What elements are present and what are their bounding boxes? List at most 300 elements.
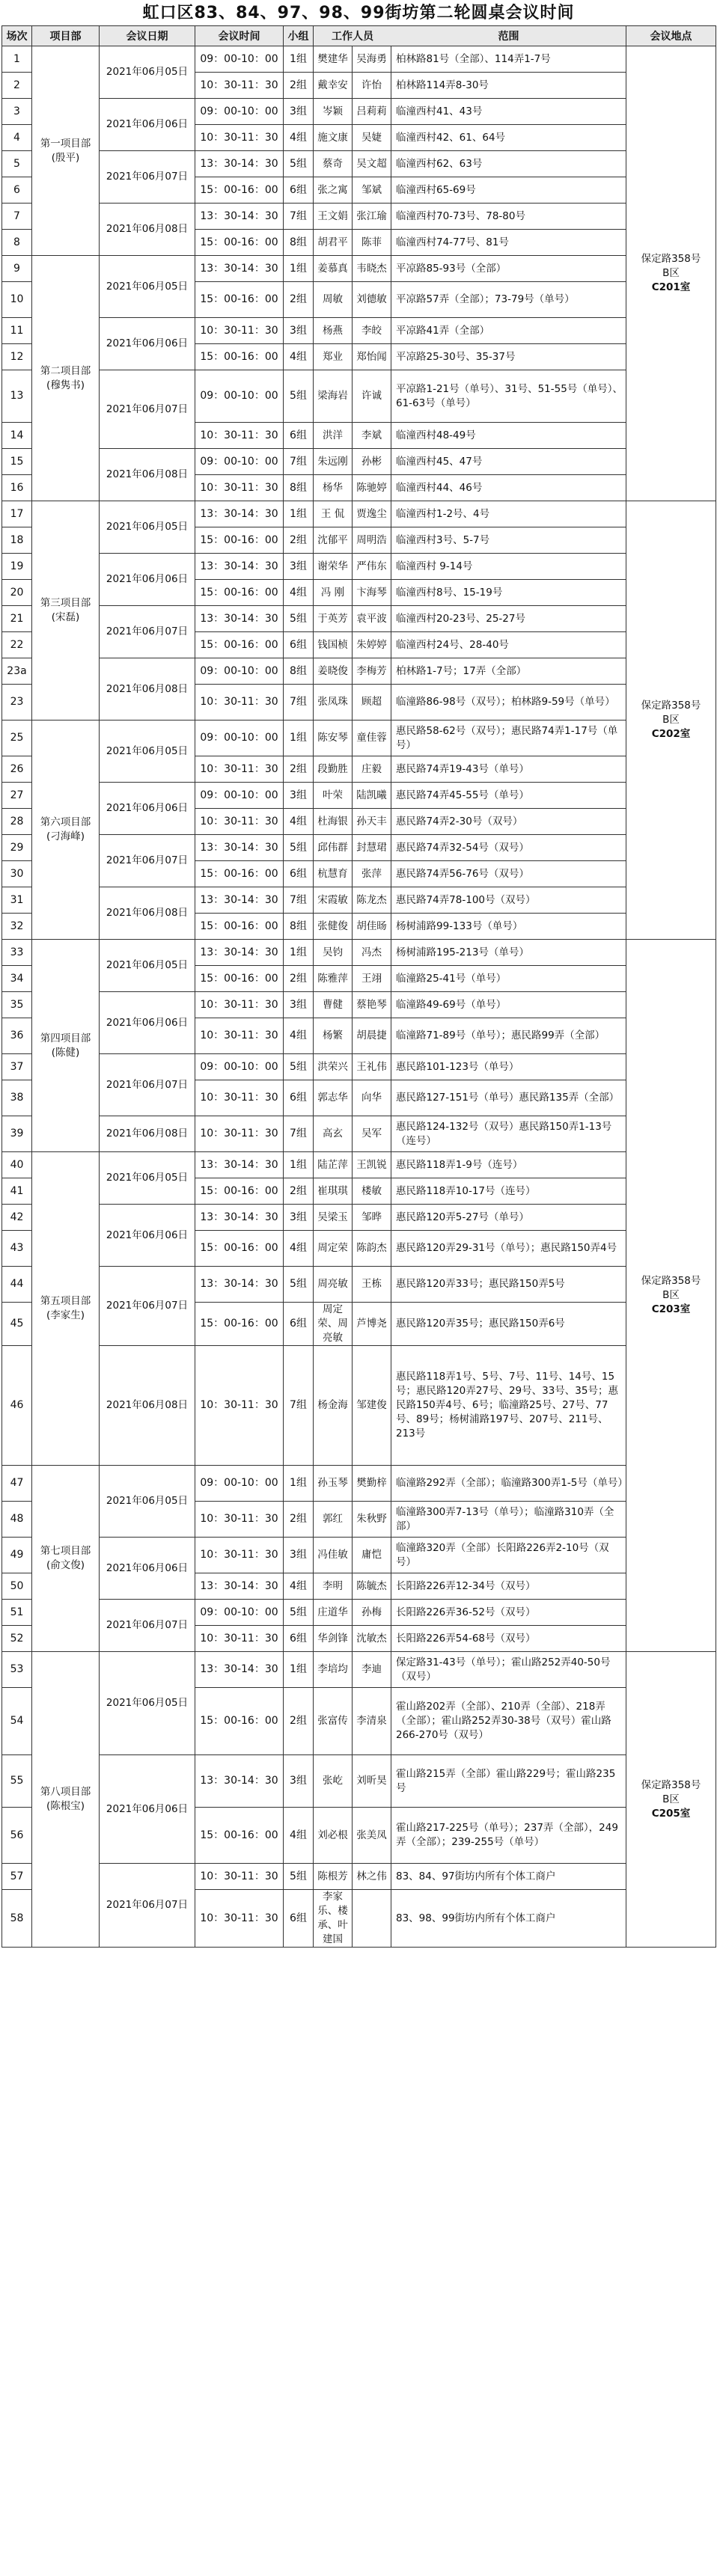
session-number: 12	[2, 344, 32, 370]
staff	[314, 1054, 391, 1080]
project-dept	[32, 46, 100, 256]
table-row	[2, 99, 716, 125]
meeting-date: 2021年06月05日	[100, 1652, 195, 1755]
meeting-date: 2021年06月05日	[100, 501, 195, 554]
table-row	[2, 1054, 716, 1080]
session-number: 30	[2, 861, 32, 887]
group: 8组	[284, 230, 314, 256]
staff-member-2: 芦博尧	[356, 1318, 387, 1330]
meeting-time: 13：30-14：30	[195, 1755, 284, 1808]
col-header-project: 项目部	[32, 26, 100, 46]
scope-range: 惠民路120弄35号；惠民路150弄6号	[391, 1303, 626, 1346]
session-number: 9	[2, 256, 32, 282]
group: 5组	[284, 1054, 314, 1080]
scope-range: 临潼路292弄（全部）；临潼路300弄1-5号（单号）	[391, 1466, 626, 1502]
scope-range: 霍山路215弄（全部）霍山路229号；霍山路235号	[391, 1755, 626, 1808]
staff-member-2: 吕莉莉	[356, 105, 387, 117]
project-name: 第五项目部	[40, 1295, 91, 1307]
table-row	[2, 1864, 716, 1890]
session-number: 20	[2, 580, 32, 606]
session-number: 33	[2, 940, 32, 966]
staff	[314, 282, 391, 318]
venue-zone: B区	[662, 267, 680, 279]
meeting-date: 2021年06月07日	[100, 1600, 195, 1652]
scope-range: 霍山路202弄（全部）、210弄（全部）、218弄（全部）；霍山路252弄30-38号（双号）霍山路266-270号（双号）	[391, 1688, 626, 1755]
group: 2组	[284, 966, 314, 992]
session-number: 48	[2, 1502, 32, 1538]
page-title: 虹口区83、84、97、98、99街坊第二轮圆桌会议时间	[142, 4, 575, 22]
venue-address: 保定路358号	[641, 1778, 701, 1791]
staff-member-1: 张富传	[314, 1688, 353, 1754]
meeting-time: 13：30-14：30	[195, 204, 284, 230]
meeting-time: 10：30-11：30	[195, 1018, 284, 1054]
staff-member-2: 张江瑜	[356, 209, 387, 222]
group: 7组	[284, 685, 314, 721]
scope-range: 惠民路120弄29-31号（单号）；惠民路150弄4号	[391, 1231, 626, 1267]
group: 6组	[284, 1626, 314, 1652]
project-lead: (俞文俊)	[46, 1559, 85, 1571]
session-number: 57	[2, 1864, 32, 1890]
staff-member-2: 邹斌	[361, 183, 382, 196]
meeting-time: 15：00-16：00	[195, 1303, 284, 1346]
staff-member-2: 孙天丰	[356, 815, 387, 827]
staff	[314, 423, 391, 449]
scope-range: 惠民路74弄2-30号（双号）	[391, 809, 626, 835]
meeting-time: 13：30-14：30	[195, 501, 284, 527]
meeting-time: 15：00-16：00	[195, 632, 284, 658]
staff-member-1: 姜晓俊	[314, 658, 353, 684]
venue-room: C202室	[651, 728, 691, 740]
meeting-venue	[626, 46, 716, 501]
staff-member-1: 高玄	[314, 1116, 353, 1151]
session-number: 10	[2, 282, 32, 318]
staff	[314, 1231, 391, 1267]
meeting-time: 10：30-11：30	[195, 1864, 284, 1890]
meeting-time: 13：30-14：30	[195, 835, 284, 861]
table-row	[2, 606, 716, 632]
staff-member-2: 童佳蓉	[356, 732, 387, 744]
scope-range: 临潼西村65-69号	[391, 177, 626, 204]
staff-member-1: 李明	[314, 1573, 353, 1599]
venue-room: C205室	[651, 1807, 691, 1820]
meeting-time: 13：30-14：30	[195, 1152, 284, 1178]
staff	[314, 1178, 391, 1205]
session-number: 4	[2, 125, 32, 151]
group: 6组	[284, 1080, 314, 1116]
staff	[314, 370, 391, 423]
scope-range: 临潼西村70-73号、78-80号	[391, 204, 626, 230]
session-number: 44	[2, 1267, 32, 1303]
staff-member-2: 王栋	[361, 1278, 382, 1290]
group: 4组	[284, 1573, 314, 1600]
col-header-range: 范围	[498, 31, 519, 43]
scope-range: 平凉路1-21号（单号）、31号、51-55号（单号）、61-63号（单号）	[391, 370, 626, 423]
scope-range: 惠民路74弄32-54号（双号）	[391, 835, 626, 861]
group: 5组	[284, 1600, 314, 1626]
venue-zone: B区	[662, 1793, 680, 1805]
session-number: 56	[2, 1808, 32, 1864]
staff	[314, 685, 391, 721]
staff	[314, 940, 391, 966]
staff-member-2: 许诚	[361, 390, 382, 402]
staff	[314, 1205, 391, 1231]
scope-range: 临潼西村3号、5-7号	[391, 527, 626, 554]
group: 2组	[284, 1688, 314, 1755]
scope-range: 惠民路127-151号（单号）惠民路135弄（全部）	[391, 1080, 626, 1116]
table-row	[2, 370, 716, 423]
staff-member-2: 陈驰婷	[356, 481, 387, 494]
staff	[314, 966, 391, 992]
meeting-time: 13：30-14：30	[195, 151, 284, 177]
staff	[314, 318, 391, 344]
scope-range: 临潼路49-69号（单号）	[391, 992, 626, 1018]
venue-zone: B区	[662, 714, 680, 726]
staff	[314, 992, 391, 1018]
meeting-time: 09：00-10：00	[195, 99, 284, 125]
session-number: 41	[2, 1178, 32, 1205]
session-number: 7	[2, 204, 32, 230]
meeting-time: 15：00-16：00	[195, 914, 284, 940]
staff-member-2: 李斌	[361, 429, 382, 441]
staff-member-1: 谢荣华	[314, 554, 353, 579]
staff-member-1: 杨繁	[314, 1018, 353, 1053]
staff	[314, 1152, 391, 1178]
staff-member-2: 蔡艳琴	[356, 998, 387, 1011]
scope-range: 临潼西村44、46号	[391, 475, 626, 501]
staff-member-1: 陆芷萍	[314, 1152, 353, 1178]
venue-address: 保定路358号	[641, 700, 701, 712]
group: 4组	[284, 344, 314, 370]
venue-room: C201室	[651, 281, 691, 293]
staff-member-2: 卞海琴	[356, 586, 387, 599]
staff-member-1: 郭红	[314, 1502, 353, 1537]
meeting-time: 09：00-10：00	[195, 721, 284, 756]
meeting-date: 2021年06月07日	[100, 151, 195, 204]
meeting-date: 2021年06月08日	[100, 658, 195, 721]
meeting-date: 2021年06月06日	[100, 99, 195, 151]
session-number: 6	[2, 177, 32, 204]
staff-member-1: 于英芳	[314, 606, 353, 631]
group: 1组	[284, 1652, 314, 1688]
meeting-time: 15：00-16：00	[195, 1231, 284, 1267]
table-row	[2, 1205, 716, 1231]
group: 2组	[284, 756, 314, 783]
group: 6组	[284, 861, 314, 887]
col-header-date: 会议日期	[100, 26, 195, 46]
meeting-date: 2021年06月05日	[100, 1152, 195, 1205]
staff-member-2: 吴文超	[356, 157, 387, 170]
staff-member-2: 严伟东	[356, 560, 387, 572]
meeting-date: 2021年06月05日	[100, 940, 195, 992]
group: 4组	[284, 580, 314, 606]
staff	[314, 914, 391, 940]
table-row	[2, 204, 716, 230]
project-name: 第七项目部	[40, 1545, 91, 1557]
meeting-time: 10：30-11：30	[195, 992, 284, 1018]
meeting-date: 2021年06月05日	[100, 1466, 195, 1538]
meeting-time: 10：30-11：30	[195, 1626, 284, 1652]
table-row	[2, 658, 716, 685]
project-dept	[32, 501, 100, 721]
col-header-venue: 会议地点	[626, 26, 716, 46]
group: 8组	[284, 658, 314, 685]
staff	[314, 204, 391, 230]
staff-member-1: 陈雅萍	[314, 966, 353, 991]
staff-member-1: 樊建华	[314, 46, 353, 72]
project-name: 第八项目部	[40, 1786, 91, 1798]
group: 5组	[284, 1864, 314, 1890]
meeting-date: 2021年06月06日	[100, 1538, 195, 1600]
staff-member-2: 孙彬	[361, 455, 382, 468]
table-row	[2, 1116, 716, 1152]
staff-member-1: 郭志华	[314, 1080, 353, 1116]
meeting-time: 10：30-11：30	[195, 685, 284, 721]
staff	[314, 554, 391, 580]
session-number: 47	[2, 1466, 32, 1502]
meeting-time: 15：00-16：00	[195, 527, 284, 554]
staff-member-1: 冯 刚	[314, 580, 353, 605]
scope-range: 柏林路1-7号；17弄（全部）	[391, 658, 626, 685]
scope-range: 惠民路124-132号（双号）惠民路150弄1-13号（连号）	[391, 1116, 626, 1152]
session-number: 28	[2, 809, 32, 835]
meeting-date: 2021年06月06日	[100, 554, 195, 606]
group: 2组	[284, 1502, 314, 1538]
staff-member-1: 杨金海	[314, 1346, 353, 1465]
scope-range: 霍山路217-225号（单号）；237弄（全部），249弄（全部）；239-255号（单号）	[391, 1808, 626, 1864]
session-number: 23a	[2, 658, 32, 685]
meeting-time: 09：00-10：00	[195, 370, 284, 423]
staff	[314, 449, 391, 475]
meeting-date: 2021年06月08日	[100, 449, 195, 501]
staff	[314, 527, 391, 554]
meeting-time: 15：00-16：00	[195, 282, 284, 318]
session-number: 23	[2, 685, 32, 721]
group: 3组	[284, 783, 314, 809]
staff-member-1: 孙玉琴	[314, 1466, 353, 1501]
scope-range: 惠民路118弄10-17号（连号）	[391, 1178, 626, 1205]
session-number: 37	[2, 1054, 32, 1080]
meeting-time: 10：30-11：30	[195, 1346, 284, 1466]
table-row	[2, 1152, 716, 1178]
project-name: 第六项目部	[40, 816, 91, 828]
staff	[314, 73, 391, 99]
meeting-time: 10：30-11：30	[195, 1890, 284, 1948]
group: 3组	[284, 992, 314, 1018]
staff	[314, 475, 391, 501]
table-row	[2, 1755, 716, 1808]
table-row	[2, 449, 716, 475]
meeting-date: 2021年06月08日	[100, 1116, 195, 1152]
staff	[314, 1502, 391, 1538]
table-row	[2, 554, 716, 580]
project-dept	[32, 1652, 100, 1948]
project-lead: (宋磊)	[51, 611, 80, 623]
scope-range: 临潼西村 9-14号	[391, 554, 626, 580]
staff	[314, 809, 391, 835]
group: 4组	[284, 1231, 314, 1267]
meeting-date: 2021年06月07日	[100, 1267, 195, 1346]
table-row	[2, 887, 716, 914]
staff	[314, 658, 391, 685]
staff-member-2: 冯杰	[361, 946, 382, 958]
scope-range: 杨树浦路195-213号（单号）	[391, 940, 626, 966]
session-number: 5	[2, 151, 32, 177]
scope-range: 平凉路41弄（全部）	[391, 318, 626, 344]
scope-range: 83、84、97街坊内所有个体工商户	[391, 1864, 626, 1890]
session-number: 18	[2, 527, 32, 554]
scope-range: 惠民路74弄56-76号（双号）	[391, 861, 626, 887]
session-number: 49	[2, 1538, 32, 1573]
meeting-time: 10：30-11：30	[195, 318, 284, 344]
session-number: 29	[2, 835, 32, 861]
staff-member-1: 段勤胜	[314, 756, 353, 782]
group: 4组	[284, 809, 314, 835]
session-number: 40	[2, 1152, 32, 1178]
session-number: 35	[2, 992, 32, 1018]
meeting-date: 2021年06月08日	[100, 887, 195, 940]
staff	[314, 125, 391, 151]
scope-range: 惠民路74弄78-100号（双号）	[391, 887, 626, 914]
scope-range: 临潼西村62、63号	[391, 151, 626, 177]
session-number: 51	[2, 1600, 32, 1626]
staff-member-2: 周明浩	[356, 533, 387, 546]
staff	[314, 835, 391, 861]
session-number: 31	[2, 887, 32, 914]
staff-member-1: 邱伟群	[314, 835, 353, 860]
meeting-time: 10：30-11：30	[195, 475, 284, 501]
group: 1组	[284, 256, 314, 282]
staff	[314, 1626, 391, 1652]
session-number: 13	[2, 370, 32, 423]
session-number: 19	[2, 554, 32, 580]
group: 3组	[284, 1538, 314, 1573]
project-dept	[32, 1152, 100, 1466]
group: 3组	[284, 318, 314, 344]
group: 5组	[284, 370, 314, 423]
col-header-session: 场次	[2, 26, 32, 46]
staff-member-2: 胡佳旸	[356, 920, 387, 932]
meeting-date: 2021年06月07日	[100, 370, 195, 449]
project-dept	[32, 1466, 100, 1652]
scope-range: 长阳路226弄12-34号（双号）	[391, 1573, 626, 1600]
schedule-table	[1, 25, 716, 1948]
staff	[314, 632, 391, 658]
group: 1组	[284, 1466, 314, 1502]
meeting-date: 2021年06月07日	[100, 606, 195, 658]
project-name: 第一项目部	[40, 137, 91, 150]
group: 5组	[284, 606, 314, 632]
table-header-row	[2, 26, 716, 46]
staff-member-1: 朱远刚	[314, 449, 353, 474]
session-number: 54	[2, 1688, 32, 1755]
meeting-date: 2021年06月08日	[100, 1346, 195, 1466]
staff-member-1: 周定荣	[314, 1231, 353, 1266]
scope-range: 临潼路25-41号（单号）	[391, 966, 626, 992]
staff-member-2	[353, 1890, 391, 1947]
staff-member-2: 樊勤梓	[356, 1477, 387, 1489]
staff	[314, 1346, 391, 1466]
group: 1组	[284, 940, 314, 966]
group: 5组	[284, 151, 314, 177]
staff	[314, 1688, 391, 1755]
staff-member-2: 刘德敏	[356, 293, 387, 305]
session-number: 22	[2, 632, 32, 658]
staff-member-1: 李家乐、楼承、叶建国	[314, 1890, 353, 1947]
staff-member-2: 韦晓杰	[356, 262, 387, 275]
scope-range: 长阳路226弄36-52号（双号）	[391, 1600, 626, 1626]
scope-range: 惠民路58-62号（双号）；惠民路74弄1-17号（单号）	[391, 721, 626, 756]
session-number: 1	[2, 46, 32, 73]
scope-range: 惠民路120弄5-27号（单号）	[391, 1205, 626, 1231]
group: 6组	[284, 1890, 314, 1948]
group: 3组	[284, 1755, 314, 1808]
staff	[314, 1808, 391, 1864]
staff-member-1: 姜慕真	[314, 256, 353, 281]
meeting-date: 2021年06月05日	[100, 256, 195, 318]
table-row	[2, 46, 716, 73]
scope-range: 临潼路71-89号（单号）；惠民路99弄（全部）	[391, 1018, 626, 1054]
staff-member-2: 陆凯曦	[356, 789, 387, 801]
meeting-time: 10：30-11：30	[195, 1502, 284, 1538]
staff-member-1: 冯佳敏	[314, 1538, 353, 1573]
meeting-time: 13：30-14：30	[195, 887, 284, 914]
group: 2组	[284, 282, 314, 318]
staff-member-1: 陈根芳	[314, 1864, 353, 1889]
scope-range: 惠民路74弄45-55号（单号）	[391, 783, 626, 809]
staff-member-2: 吴海勇	[356, 52, 387, 65]
group: 5组	[284, 1267, 314, 1303]
session-number: 26	[2, 756, 32, 783]
scope-range: 临潼西村48-49号	[391, 423, 626, 449]
session-number: 53	[2, 1652, 32, 1688]
meeting-time: 10：30-11：30	[195, 125, 284, 151]
session-number: 52	[2, 1626, 32, 1652]
scope-range: 柏林路114弄8-30号	[391, 73, 626, 99]
staff	[314, 1303, 391, 1346]
project-dept	[32, 256, 100, 501]
staff-member-1: 周敏	[314, 282, 353, 317]
project-lead: (陈健)	[51, 1046, 80, 1059]
staff-member-2: 胡晨捷	[356, 1030, 387, 1041]
meeting-time: 15：00-16：00	[195, 177, 284, 204]
venue-room: C203室	[651, 1303, 691, 1315]
group: 7组	[284, 1346, 314, 1466]
session-number: 17	[2, 501, 32, 527]
group: 1组	[284, 1152, 314, 1178]
staff	[314, 1466, 391, 1502]
staff-member-2: 许怡	[361, 79, 382, 91]
group: 4组	[284, 1018, 314, 1054]
session-number: 55	[2, 1755, 32, 1808]
meeting-time: 15：00-16：00	[195, 344, 284, 370]
staff	[314, 756, 391, 783]
group: 8组	[284, 475, 314, 501]
staff-member-1: 张之寓	[314, 177, 353, 203]
meeting-time: 13：30-14：30	[195, 256, 284, 282]
meeting-time: 09：00-10：00	[195, 1054, 284, 1080]
staff-member-1: 周亮敏	[314, 1267, 353, 1302]
scope-range: 平凉路57弄（全部）；73-79号（单号）	[391, 282, 626, 318]
session-number: 27	[2, 783, 32, 809]
staff-member-2: 王凯锐	[356, 1158, 387, 1171]
staff-member-2: 孙梅	[361, 1606, 382, 1618]
project-name: 第二项目部	[40, 364, 91, 377]
staff-member-2: 陈菲	[361, 236, 382, 248]
meeting-time: 15：00-16：00	[195, 861, 284, 887]
meeting-time: 10：30-11：30	[195, 1538, 284, 1573]
meeting-date: 2021年06月06日	[100, 783, 195, 835]
staff-member-1: 洪洋	[314, 423, 353, 448]
